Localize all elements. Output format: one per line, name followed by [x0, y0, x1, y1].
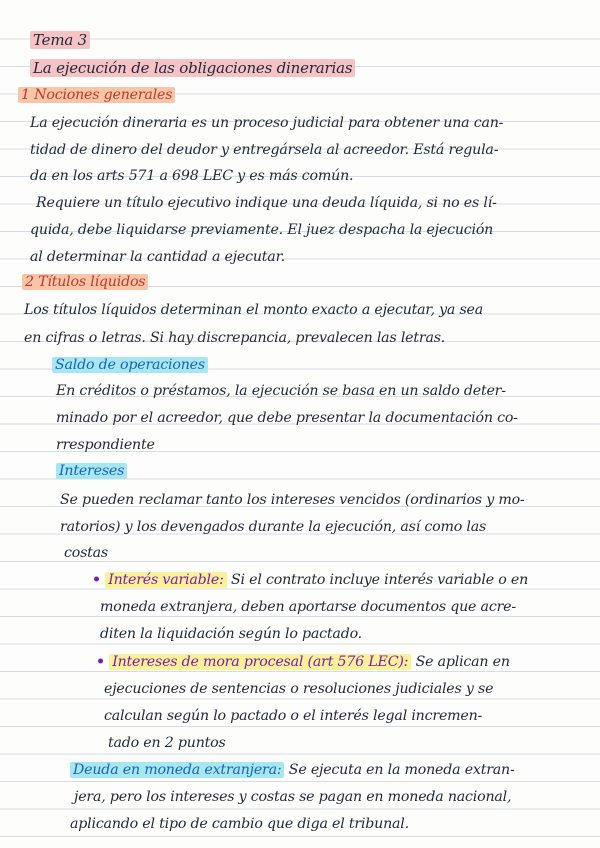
paragraph-line: rrespondiente: [56, 437, 155, 453]
page-title: La ejecución de las obligaciones dinerarias: [30, 58, 355, 78]
paragraph-line: Los títulos líquidos determinan el monto exacto a ejecutar, ya sea: [24, 302, 483, 318]
section-heading-2: 2 Títulos líquidos: [22, 272, 148, 292]
subheading-moneda: Deuda en moneda extranjera: Se ejecuta en la moneda extran-: [70, 760, 515, 780]
bullet-mora: • Intereses de mora procesal (art 576 LEC): Se aplican en: [96, 654, 510, 670]
bullet-dot: •: [96, 654, 105, 670]
subheading-intereses: Intereses: [56, 461, 127, 481]
paragraph-line: ejecuciones de sentencias o resoluciones judiciales y se: [104, 681, 494, 697]
paragraph-line: tado en 2 puntos: [108, 735, 226, 751]
paragraph-line: costas: [64, 545, 109, 561]
paragraph-line: calculan según lo pactado o el interés legal incremen-: [104, 708, 483, 724]
section-heading-1: 1 Nociones generales: [18, 85, 175, 105]
topic-label: Tema 3: [30, 30, 90, 50]
paragraph-line: jera, pero los intereses y costas se pagan en moneda nacional,: [74, 789, 512, 805]
paragraph-line: al determinar la cantidad a ejecutar.: [30, 249, 285, 265]
paragraph-line: moneda extranjera, deben aportarse documentos que acre-: [100, 599, 516, 615]
paragraph-line: minado por el acreedor, que debe presentar la documentación co-: [56, 410, 518, 426]
paragraph-line: ratorios) y los devengados durante la ejecución, así como las: [60, 519, 487, 535]
paragraph-line: da en los arts 571 a 698 LEC y es más común.: [30, 168, 354, 184]
paragraph-line: diten la liquidación según lo pactado.: [100, 626, 362, 642]
paragraph-line: quida, debe liquidarse previamente. El juez despacha la ejecución: [30, 222, 494, 238]
paragraph-line: La ejecución dineraria es un proceso judicial para obtener una can-: [30, 115, 504, 131]
paragraph-line: En créditos o préstamos, la ejecución se basa en un saldo deter-: [56, 383, 506, 399]
subheading-saldo: Saldo de operaciones: [52, 355, 208, 375]
paragraph-line: Se pueden reclamar tanto los intereses vencidos (ordinarios y mo-: [60, 492, 525, 508]
bullet-dot: •: [92, 572, 101, 588]
paragraph-line: en cifras o letras. Si hay discrepancia, prevalecen las letras.: [24, 330, 446, 346]
paragraph-line: tidad de dinero del deudor y entregársela al acreedor. Está regula-: [30, 142, 499, 158]
bullet-variable: • Interés variable: Si el contrato incluye interés variable o en: [92, 572, 529, 588]
paragraph-line: aplicando el tipo de cambio que diga el tribunal.: [70, 816, 409, 832]
paragraph-line: Requiere un título ejecutivo indique una deuda líquida, si no es lí-: [36, 195, 497, 211]
